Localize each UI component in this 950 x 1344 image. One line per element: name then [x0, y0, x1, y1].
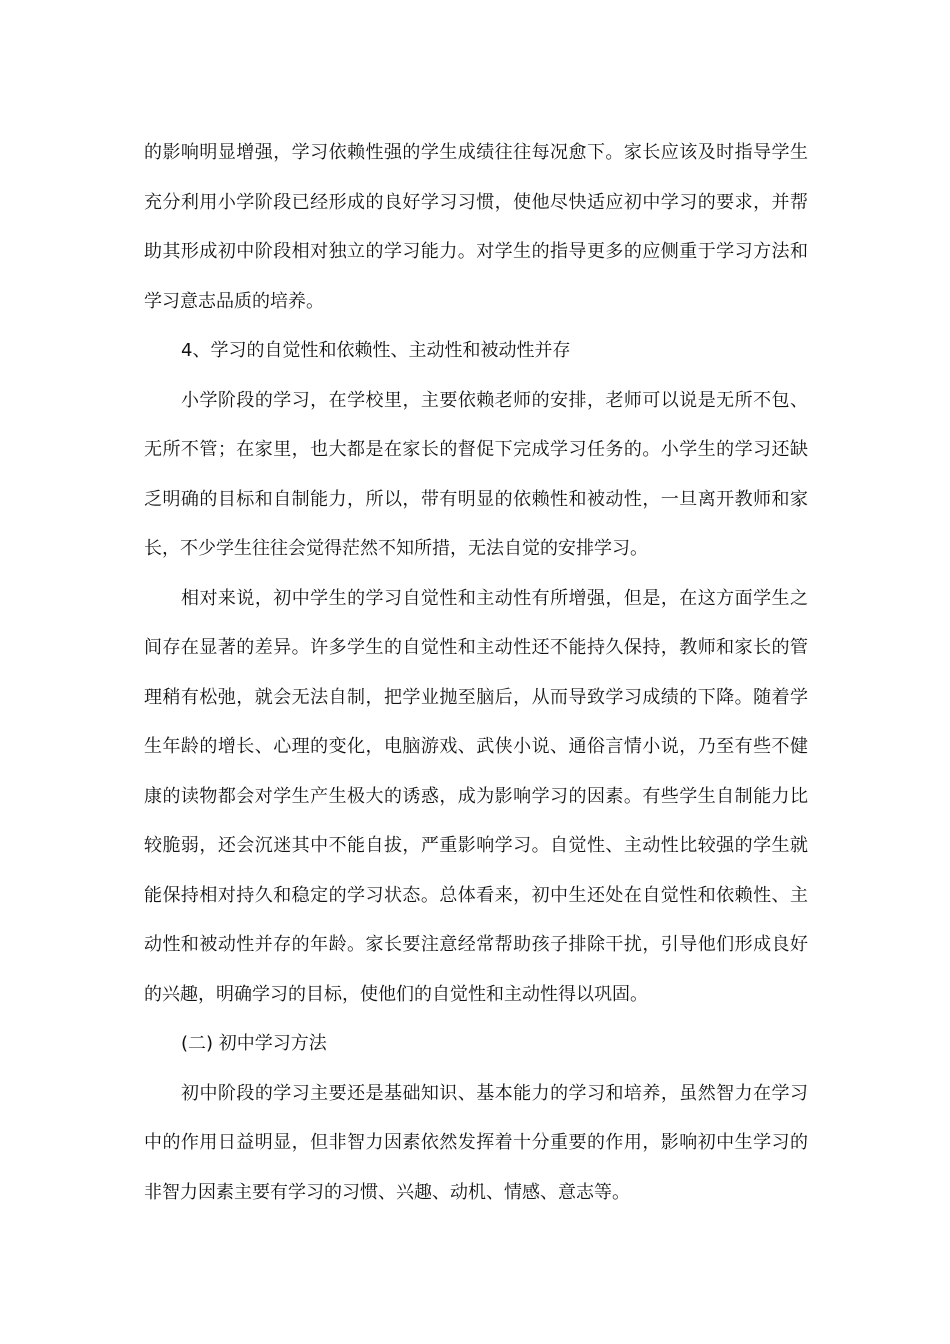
paragraph-non-intellectual-factors: 初中阶段的学习主要还是基础知识、基本能力的学习和培养，虽然智力在学习中的作用日益明显，但非智力因素依然发挥着十分重要的作用，影响初中生学习的非智力因素主要有学习的习惯、兴趣、动机、情感、意志等。: [144, 1082, 808, 1203]
section-heading-learning-methods: (二) 初中学习方法: [181, 1033, 327, 1054]
paragraph-continuation: 的影响明显增强，学习依赖性强的学生成绩往往每况愈下。家长应该及时指导学生充分利用小学阶段已经形成的良好学习习惯，使他尽快适应初中学习的要求，并帮助其形成初中阶段相对独立的学习能力。对学生的指导更多的应侧重于学习方法和学习意志品质的培养。: [144, 142, 808, 312]
paragraph-primary-school-learning: 小学阶段的学习，在学校里，主要依赖老师的安排，老师可以说是无所不包、无所不管；在家里，也大都是在家长的督促下完成学习任务的。小学生的学习还缺乏明确的目标和自制能力，所以，带有明显的依赖性和被动性，一旦离开教师和家长，不少学生往往会觉得茫然不知所措，无法自觉的安排学习。: [144, 389, 808, 559]
document-body: [144, 128, 808, 1217]
section-heading-4: 4、学习的自觉性和依赖性、主动性和被动性并存: [181, 340, 571, 361]
paragraph-middle-school-learning: 相对来说，初中学生的学习自觉性和主动性有所增强，但是，在这方面学生之间存在显著的差异。许多学生的自觉性和主动性还不能持久保持，教师和家长的管理稍有松弛，就会无法自制，把学业抛至脑后，从而导致学习成绩的下降。随着学生年龄的增长、心理的变化，电脑游戏、武侠小说、通俗言情小说，乃至有些不健康的读物都会对学生产生极大的诱惑，成为影响学习的因素。有些学生自制能力比较脆弱，还会沉迷其中不能自拔，严重影响学习。自觉性、主动性比较强的学生就能保持相对持久和稳定的学习状态。总体看来，初中生还处在自觉性和依赖性、主动性和被动性并存的年龄。家长要注意经常帮助孩子排除干扰，引导他们形成良好的兴趣，明确学习的目标，使他们的自觉性和主动性得以巩固。: [144, 587, 808, 1005]
